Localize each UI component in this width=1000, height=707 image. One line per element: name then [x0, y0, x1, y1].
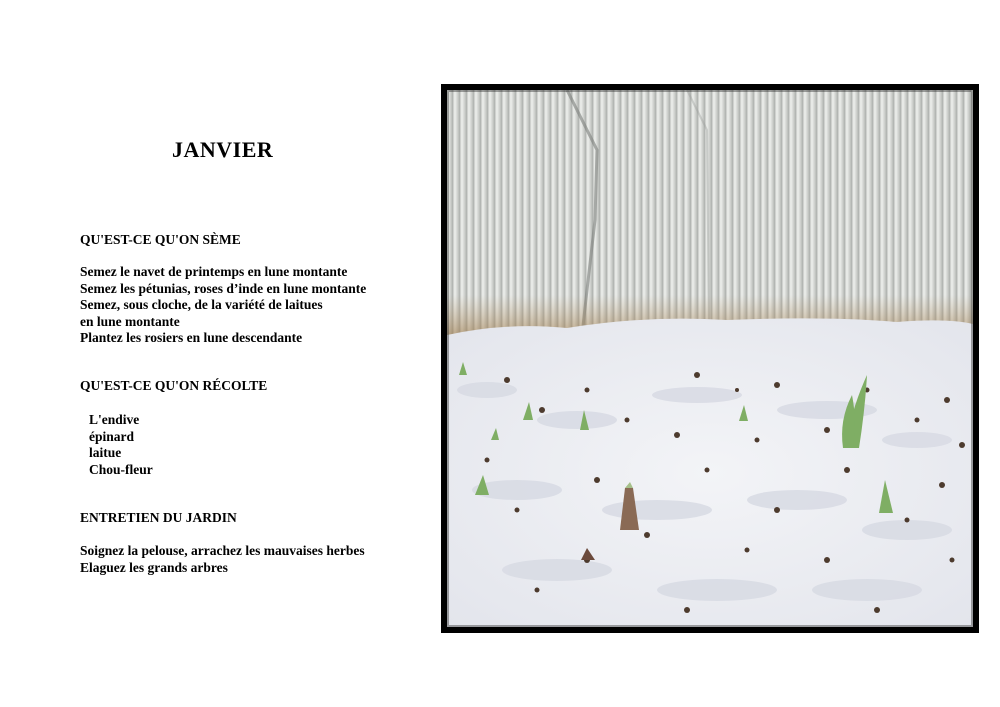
maintenance-line: Soignez la pelouse, arrachez les mauvaises herbes	[80, 543, 365, 558]
harvest-list	[89, 412, 153, 478]
page-title: JANVIER	[172, 137, 274, 162]
sowing-line: en lune montante	[80, 313, 180, 329]
garden-photo	[447, 90, 973, 627]
sowing-list	[80, 264, 366, 347]
maintenance-list	[80, 543, 365, 576]
sowing-heading: QU'EST-CE QU'ON SÈME	[80, 232, 241, 247]
photo-frame	[441, 84, 979, 633]
harvest-item: laitue	[89, 445, 122, 460]
harvest-item: L'endive	[89, 412, 140, 427]
sowing-line: Semez le navet de printemps en lune montante	[80, 264, 348, 279]
harvest-item: épinard	[89, 428, 135, 444]
maintenance-line: Elaguez les grands arbres	[80, 559, 228, 575]
maintenance-heading: ENTRETIEN DU JARDIN	[80, 510, 237, 525]
sowing-line: Plantez les rosiers en lune descendante	[80, 330, 303, 345]
harvest-heading: QU'EST-CE QU'ON RÉCOLTE	[80, 378, 268, 393]
snowy-sprouts-illustration	[447, 90, 973, 627]
sowing-line: Semez les pétunias, roses d’inde en lune montante	[80, 280, 367, 296]
harvest-item: Chou-fleur	[89, 461, 153, 477]
sowing-line: Semez, sous cloche, de la variété de laitues	[80, 297, 323, 312]
